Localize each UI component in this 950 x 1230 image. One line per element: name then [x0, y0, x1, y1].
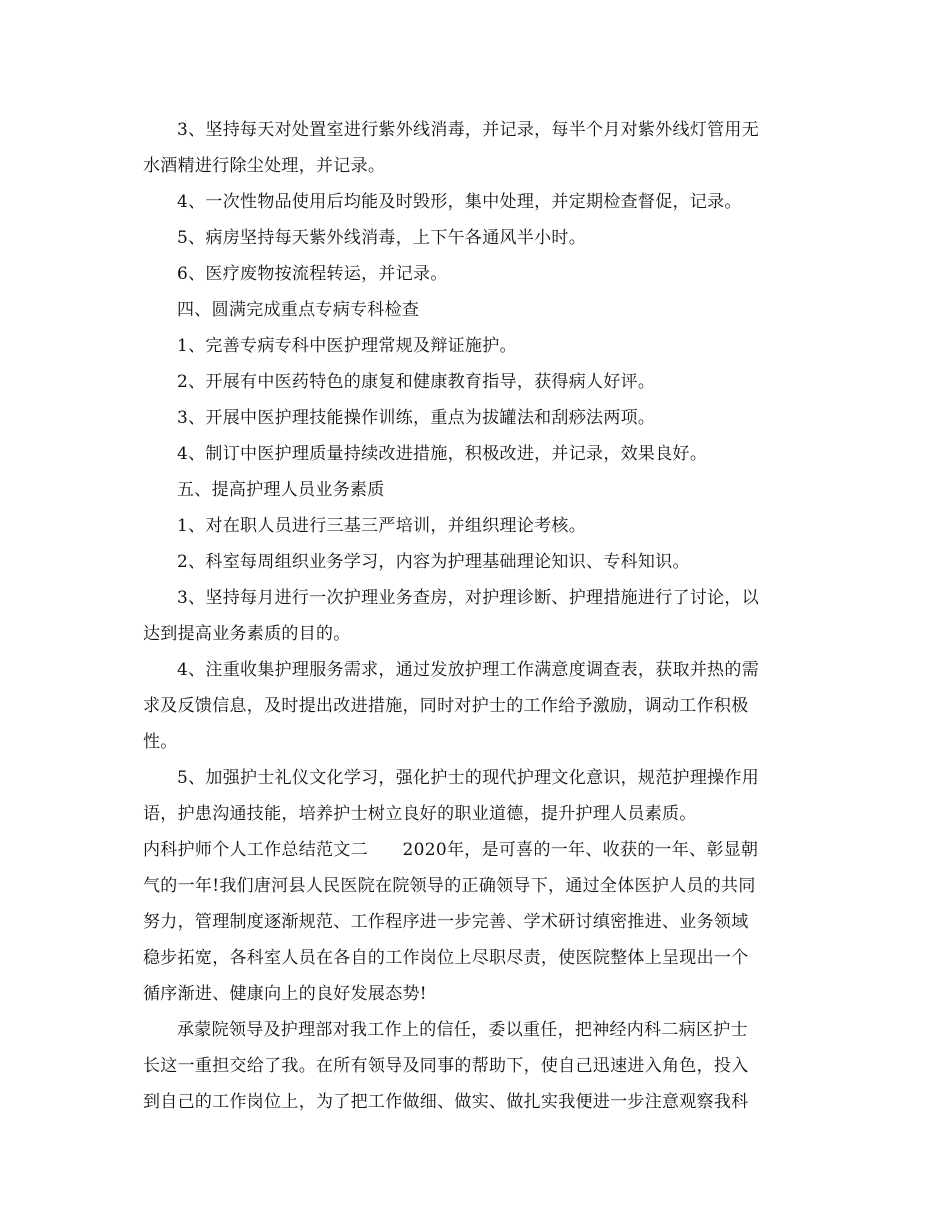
paragraph-line: 2、开展有中医药特色的康复和健康教育指导，获得病人好评。: [177, 372, 656, 392]
paragraph-line: 4、制订中医护理质量持续改进措施，积极改进，并记录，效果良好。: [177, 444, 708, 464]
paragraph-line: 性。: [143, 732, 178, 752]
paragraph-line: 语，护患沟通技能，培养护士树立良好的职业道德，提升护理人员素质。: [143, 804, 697, 824]
paragraph-line: 1、对在职人员进行三基三严培训，并组织理论考核。: [177, 516, 587, 536]
paragraph-line: 2、科室每周组织业务学习，内容为护理基础理论知识、专科知识。: [177, 552, 690, 572]
paragraph-line: 努力，管理制度逐渐规范、工作程序进一步完善、学术研讨缜密推进、业务领域: [143, 912, 749, 932]
section-heading: 五、提高护理人员业务素质: [177, 480, 385, 500]
paragraph-line: 内科护师个人工作总结范文二 2020年，是可喜的一年、收获的一年、彰显朝: [143, 840, 759, 860]
paragraph-line: 4、一次性物品使用后均能及时毁形，集中处理，并定期检查督促，记录。: [177, 192, 742, 212]
paragraph-line: 气的一年!我们唐河县人民医院在院领导的正确领导下，通过全体医护人员的共同: [143, 876, 756, 896]
paragraph-line: 承蒙院领导及护理部对我工作上的信任，委以重任，把神经内科二病区护士: [177, 1020, 748, 1040]
paragraph-line: 长这一重担交给了我。在所有领导及同事的帮助下，使自己迅速进入角色，投入: [143, 1056, 749, 1076]
paragraph-line: 循序渐进、健康向上的良好发展态势!: [143, 984, 427, 1004]
paragraph-line: 4、注重收集护理服务需求，通过发放护理工作满意度调查表，获取并热的需: [177, 660, 760, 680]
paragraph-line: 求及反馈信息，及时提出改进措施，同时对护士的工作给予激励，调动工作积极: [143, 696, 749, 716]
paragraph-line: 达到提高业务素质的目的。: [143, 624, 351, 644]
section-heading: 四、圆满完成重点专病专科检查: [177, 300, 420, 320]
paragraph-line: 6、医疗废物按流程转运，并记录。: [177, 264, 448, 284]
paragraph-line: 稳步拓宽，各科室人员在各自的工作岗位上尽职尽责，使医院整体上呈现出一个: [143, 948, 749, 968]
paragraph-line: 水酒精进行除尘处理，并记录。: [143, 156, 386, 176]
paragraph-line: 1、完善专病专科中医护理常规及辩证施护。: [177, 336, 517, 356]
document-page: [143, 112, 809, 1120]
paragraph-line: 3、坚持每月进行一次护理业务查房，对护理诊断、护理措施进行了讨论，以: [177, 588, 760, 608]
paragraph-line: 到自己的工作岗位上，为了把工作做细、做实、做扎实我便进一步注意观察我科: [143, 1092, 749, 1112]
paragraph-line: 3、坚持每天对处置室进行紫外线消毒，并记录，每半个月对紫外线灯管用无: [177, 120, 760, 140]
paragraph-line: 5、病房坚持每天紫外线消毒，上下午各通风半小时。: [177, 228, 587, 248]
paragraph-line: 5、加强护士礼仪文化学习，强化护士的现代护理文化意识，规范护理操作用: [177, 768, 760, 788]
paragraph-line: 3、开展中医护理技能操作训练，重点为拔罐法和刮痧法两项。: [177, 408, 656, 428]
